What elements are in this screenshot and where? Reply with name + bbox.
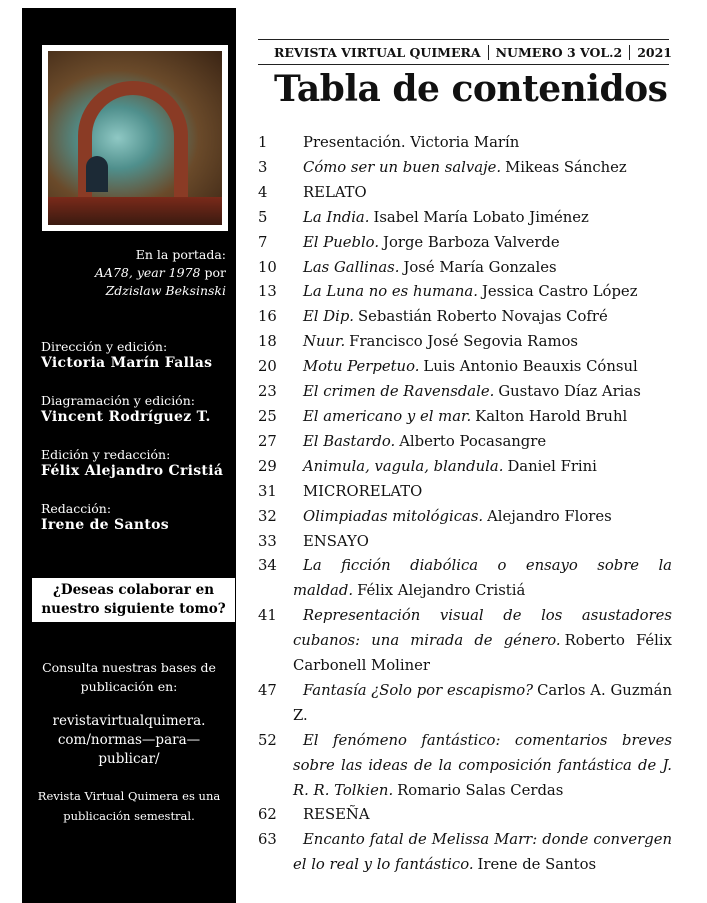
entry-author: Francisco José Segovia Ramos [349,333,578,351]
toc-entry[interactable] [258,280,672,305]
page-number: 47 [258,681,277,699]
credit [41,338,212,372]
toc-entry[interactable] [258,256,672,281]
credit-name: Félix Alejandro Cristiá [41,463,224,479]
credit-name: Vincent Rodríguez T. [41,409,211,425]
page-number: 41 [258,607,277,625]
entry-author: Irene de Santos [477,856,597,874]
entry-author: Roberto Félix Carbonell Moliner [293,632,672,675]
toc-entry[interactable] [258,430,672,455]
credit [41,392,211,426]
entry-title: Fantasía ¿Solo por escapismo? [303,681,534,699]
text-line: Consulta nuestras bases de [42,660,216,675]
page-number: 31 [258,482,277,500]
toc-entry[interactable] [258,505,672,530]
credit-name: Victoria Marín Fallas [41,355,213,371]
text-line: publicar/ [98,751,160,767]
text-line: com/normas—para— [57,732,201,748]
entry-title: Las Gallinas. [303,258,400,276]
entry-author: Kalton Harold Bruhl [475,407,628,425]
credit-role: Edición y redacción: [41,447,171,462]
cover-artwork-image [48,51,222,225]
sidebar [22,8,236,903]
text-line: revistavirtualquimera. [52,713,206,729]
divider [629,45,630,60]
issue-year: 2021 [637,45,672,60]
entry-author: Alberto Pocasangre [399,432,547,450]
toc-entry[interactable] [258,455,672,480]
entry-author: José María Gonzales [403,258,557,276]
artwork-title: AA78, year 1978 [94,265,201,280]
toc-entry[interactable] [258,803,672,828]
running-header [258,39,672,65]
entry-title: El fenómeno fantástico: comentarios breves sobre las ideas de la composición fantástica de J. R. R. Tolkien. [293,731,672,799]
page-number: 29 [258,457,277,475]
page-number: 62 [258,806,277,824]
cover-caption-label: En la portada: [135,247,226,262]
credit [41,500,169,534]
entry-author: RESEÑA [303,806,370,824]
page-number: 7 [258,233,268,251]
toc-entry[interactable] [258,480,672,505]
page-number: 25 [258,407,277,425]
cta-line: ¿Deseas colaborar en [52,582,215,598]
entry-author: RELATO [303,183,367,201]
entry-author: Gustavo Díaz Arias [498,383,641,401]
cover-image-frame [42,45,228,231]
credit-role: Diagramación y edición: [41,393,195,408]
entry-title: Olimpiadas mitológicas. [303,507,484,525]
entry-author: Luis Antonio Beauxis Cónsul [423,358,638,376]
entry-title: Cómo ser un buen salvaje. [303,158,502,176]
page-number: 63 [258,831,277,849]
entry-author: Alejandro Flores [487,507,612,525]
page-number: 27 [258,432,277,450]
page-number: 20 [258,358,277,376]
entry-author: Félix Alejandro Cristiá [357,582,526,600]
entry-title: El crimen de Ravensdale. [303,383,495,401]
entry-author: Jessica Castro López [481,283,638,301]
entry-title: El americano y el mar. [303,407,472,425]
toc-entry[interactable] [258,679,672,729]
entry-author: Daniel Frini [507,457,597,475]
page-number: 4 [258,183,268,201]
entry-title: Representación visual de los asustadores cubanos: una mirada de género. [293,607,672,650]
entry-author: Romario Salas Cerdas [397,781,564,799]
toc-entry[interactable] [258,530,672,555]
page-number: 5 [258,208,268,226]
por-text: por [204,265,226,280]
toc-entry[interactable] [258,231,672,256]
cover-caption [95,246,226,300]
page-number: 13 [258,283,277,301]
entry-author: Sebastián Roberto Novajas Cofré [358,308,608,326]
page-number: 33 [258,532,277,550]
entry-title: La Luna no es humana. [303,283,478,301]
page-number: 32 [258,507,277,525]
toc-entry[interactable] [258,206,672,231]
toc-entry[interactable] [258,828,672,878]
table-of-contents [258,131,672,878]
toc-entry[interactable] [258,405,672,430]
text-line: Revista Virtual Quimera es una [37,789,221,803]
publication-note [22,786,236,826]
credit-role: Dirección y edición: [41,339,168,354]
issue-number: NUMERO 3 VOL.2 [495,45,623,60]
page-number: 1 [258,134,268,151]
entry-author: ENSAYO [303,532,369,550]
page-number: 3 [258,158,268,176]
credit [41,446,223,480]
page-number: 18 [258,333,277,351]
toc-entry[interactable] [258,355,672,380]
toc-entry[interactable] [258,131,672,156]
toc-entry[interactable] [258,156,672,181]
page-number: 34 [258,557,277,575]
entry-author: MICRORELATO [303,482,423,500]
entry-title: Encanto fatal de Melissa Marr: donde convergen el lo real y lo fantástico. [293,831,672,874]
toc-entry[interactable] [258,554,672,604]
entry-title: Animula, vagula, blandula. [303,457,504,475]
page-title: Tabla de contenidos [274,68,668,110]
magazine-name: REVISTA VIRTUAL QUIMERA [274,45,481,60]
collaborate-callout [32,578,235,622]
toc-entry[interactable] [258,380,672,405]
page-number: 52 [258,731,277,749]
cta-line: nuestro siguiente tomo? [41,601,226,617]
toc-entry[interactable] [258,305,672,330]
credit-name: Irene de Santos [41,517,169,533]
entry-title: El Bastardo. [303,432,396,450]
credit-role: Redacción: [41,501,112,516]
toc-entry[interactable] [258,181,672,206]
text-line: publicación semestral. [63,809,195,823]
entry-title: La ficción diabólica o ensayo sobre la maldad. [293,557,672,600]
toc-entry[interactable] [258,330,672,355]
guidelines-text [22,658,236,696]
page-number: 16 [258,308,277,326]
entry-author: Carlos A. Guzmán Z. [293,681,673,724]
artist-name: Zdzislaw Beksinski [105,283,226,298]
divider [488,45,489,60]
entry-title: Nuur. [303,333,346,351]
page-number: 10 [258,258,277,276]
entry-author: Mikeas Sánchez [505,158,627,176]
entry-title: La India. [303,208,370,226]
entry-title: Motu Perpetuo. [303,358,420,376]
toc-entry[interactable] [258,729,672,804]
page-number: 23 [258,383,277,401]
toc-entry[interactable] [258,604,672,679]
entry-author: Isabel María Lobato Jiménez [373,208,589,226]
guidelines-url[interactable] [22,712,236,769]
entry-title: El Pueblo. [303,233,380,251]
entry-title: El Dip. [303,308,355,326]
entry-author: Jorge Barboza Valverde [383,233,560,251]
text-line: publicación en: [80,679,178,694]
entry-author: Presentación. Victoria Marín [303,134,520,151]
